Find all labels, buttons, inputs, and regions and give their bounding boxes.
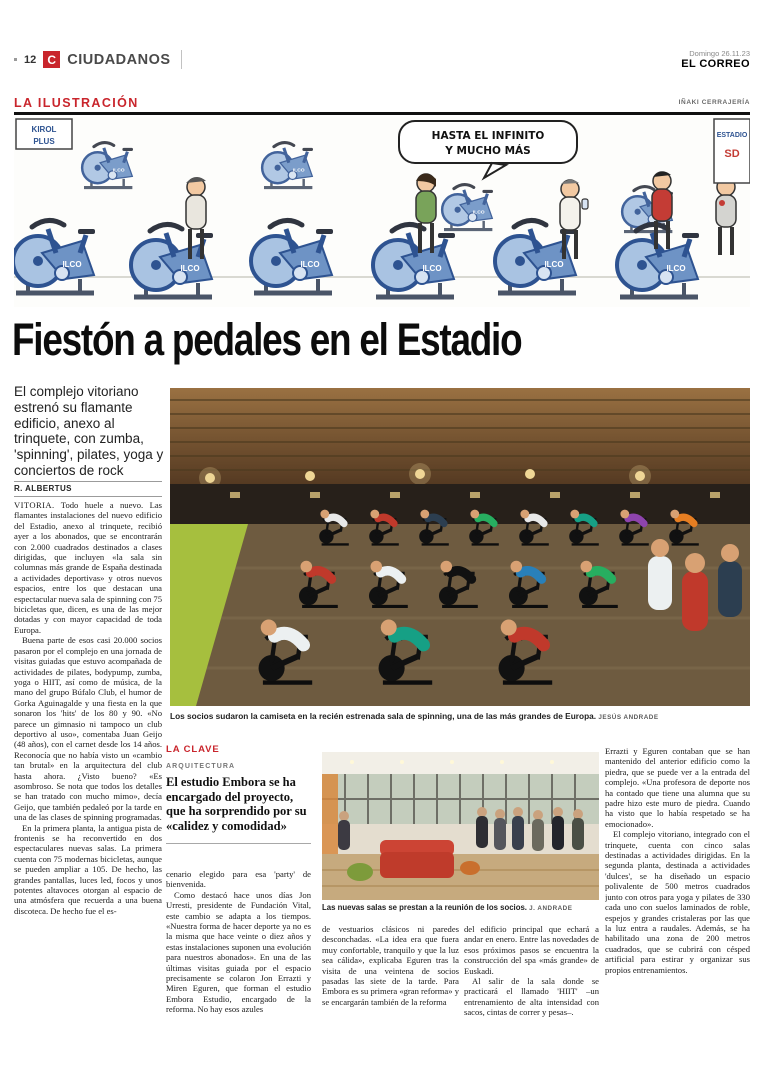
- section-logo-icon: [43, 51, 60, 68]
- section-name: CIUDADANOS: [67, 51, 171, 68]
- paragraph-text: Todo huele a nuevo. Las flamantes instalaciones del nuevo edificio del Estadio, anexo al trinquete, recibió ayer a los abonados, que se encontrarán con 2.000 cuadrados destinados a clases dirigidas, que incluyen «la sala sin columnas más grande de España destinada a actividades deportivas» y otros nuevos espacios, entre los que destacan una espectacular nueva sala de spinning con 75 bicicletas que, dicen, es una de las mejor dotadas y con mayor capacidad de toda Europa.: [14, 500, 162, 635]
- article-column-3: [322, 924, 459, 1080]
- paragraph: [14, 500, 162, 635]
- page-number: 12: [24, 53, 37, 66]
- photo-credit: JESÚS ANDRADE: [598, 714, 659, 721]
- page-header: [14, 50, 750, 74]
- byline: R. ALBERTUS: [14, 481, 162, 497]
- cartoon-illustration: [14, 117, 750, 307]
- paragraph: de vestuarios clásicos ni paredes desconchadas. «La idea era que fuera muy confortable, tranquilo y que la luz sea cálida», explicaba Eguren tras la visita de una veintena de socios pasadas las siete de la tarde. Para Embora es su primera «gran reforma» y se encargarán también de la reforma: [322, 924, 459, 1007]
- illustration-header: [14, 94, 750, 110]
- sign-text: SD: [724, 148, 740, 160]
- sign-text: ESTADIO: [716, 132, 748, 139]
- paragraph: En la primera planta, la antigua pista de frontenis se ha reconvertido en dos espectaculares nuevas salas. La primera cuenta con 75 modernas bicicletas, aunque se pueden ampliar a 105. De hecho, las grandes pantallas, luces led, focos y unos potentes altavoces otorgan al espacio de una atmósfera que recuerda a una buena discoteca. De hecho fue el es-: [14, 822, 162, 916]
- caption-text: Las nuevas salas se prestan a la reunión de los socios.: [322, 903, 527, 912]
- la-clave-rule: [166, 843, 311, 844]
- article-column-5: [605, 746, 750, 1080]
- section-initial: C: [47, 52, 57, 67]
- caption-text: Los socios sudaron la camiseta en la recién estrenada sala de spinning, una de las más grandes de Europa.: [170, 711, 597, 721]
- photo-credit: J. ANDRADE: [529, 905, 573, 912]
- la-clave-kicker: ARQUITECTURA: [166, 763, 236, 770]
- paragraph: Buena parte de esos casi 20.000 socios pasaron por el complejo en una jornada de visitas guiadas que estuvo acompañada de actividades de pilates, bodypump, zumba, yoga o HIIT, así como de música, de la mano del grupo Búfalo Club, el humor de Gorka Aguinagalde y una fiesta en la que sonaron los 'hits' de los 80 y 90. «No parece un gimnasio ni tampoco un club deportivo al uso», comentaba Juan Geijo (48 años), con el carnet desde los 14 años. Reconocía que no había visto un «cambio tan brutal» en la arquitectura del club hasta ahora. ¿Visto bueno? «Es asombroso. Se nota que todos los detalles se han tratado con mucho mimo», decía Geijo, que también pedaleó por la tarde en una de las clases de spinning programadas.: [14, 635, 162, 823]
- standfirst: El complejo vitoriano estrenó su flamante edificio, anexo al trinquete, con zumba, 'spinning', pilates, yoga y conciertos de rock: [14, 384, 164, 478]
- paragraph: Errazti y Eguren contaban que se han mantenido del anterior edificio como la piedra, que se puede ver a la entrada del complejo. «Una profesora de deporte nos ha contado que tiene una alumna que su padre hizo este muro de piedra. Cuando ha visto que lo había respetado se ha emocionado».: [605, 746, 750, 829]
- article-column-4: [464, 924, 599, 1080]
- corner-mark-icon: [14, 58, 17, 61]
- spinning-class-photo: [170, 388, 750, 706]
- main-photo: [170, 388, 750, 706]
- article-column-2: [166, 869, 311, 1080]
- masthead-block: [681, 49, 750, 70]
- paragraph: del edificio principal que echará a andar en enero. Entre las novedades de esos próximos pasos se encuentra la construcción del spa «más grande» de Euskadi.: [464, 924, 599, 976]
- la-clave-quote: El estudio Embora se ha encargado del proyecto, que ha sorprendido por su «calidez y comodidad»: [166, 775, 307, 833]
- paragraph: El complejo vitoriano, integrado con el trinquete, cuenta con cinco salas destinadas a actividades dirigidas. En la segunda planta, destinada a actividades 'dulces', se ha diseñado un espacio polivalente de 500 metros cuadrados junto con otros para yoga y pilates de 330 cada uno con suelos laminados de roble, espejos y grandes cristaleras por las que la luz entra a raudales. Además, se ha habilitado una zona de 200 metros cuadrados, que se cubrirá con césped artificial para estirar y organizar sus propios entrenamientos.: [605, 829, 750, 975]
- lobby-photo: [322, 752, 599, 900]
- secondary-photo-caption: [322, 903, 599, 912]
- sign-text: PLUS: [33, 137, 55, 146]
- dateline: VITORIA.: [14, 500, 55, 510]
- header-divider: [181, 50, 182, 69]
- sign-text: KIROL: [31, 125, 57, 134]
- paragraph: cenario elegido para esa 'party' de bienvenida.: [166, 869, 311, 890]
- section-rule: [14, 112, 750, 115]
- speech-text-line1: HASTA EL INFINITO: [431, 130, 545, 142]
- headline: Fiestón a pedales en el Estadio: [12, 314, 522, 365]
- spinning-bikes-cartoon: [14, 117, 750, 307]
- estadio-sign: [714, 119, 750, 183]
- illustration-label: LA ILUSTRACIÓN: [14, 96, 139, 110]
- section-block: [14, 50, 750, 69]
- paragraph: Como destacó hace unos días Jon Urresti, presidente de Fundación Vital, este cambio se adapta a los tiempos. «Nuestra forma de hacer deporte ya no es la misma que hace veinte o diez años y estas instalaciones suponen una evolución para nuestros abonados». En una de las últimas visitas guiada por el espacio precisamente se colaron Jon Errazti y Miren Eguren, que forman el estudio Embora Estudio, encargado de la reforma. No hay esos azules: [166, 889, 311, 1015]
- illustration-credit: IÑAKI CERRAJERÍA: [678, 99, 750, 106]
- paragraph: Al salir de la sala donde se practicará el llamado 'HIIT' –un entrenamiento de alta intensidad con sacos, cintas de correr y pesas–.: [464, 976, 599, 1018]
- article-column-1: [14, 500, 162, 1060]
- secondary-photo: [322, 752, 599, 900]
- masthead: EL CORREO: [681, 58, 750, 70]
- la-clave-box: [166, 744, 311, 844]
- speech-text-line2: Y MUCHO MÁS: [445, 145, 531, 157]
- edition-date: Domingo 26.11.23: [689, 49, 750, 58]
- la-clave-label: LA CLAVE: [166, 744, 220, 755]
- main-photo-caption: [170, 711, 750, 721]
- kirol-plus-sign: [16, 119, 72, 149]
